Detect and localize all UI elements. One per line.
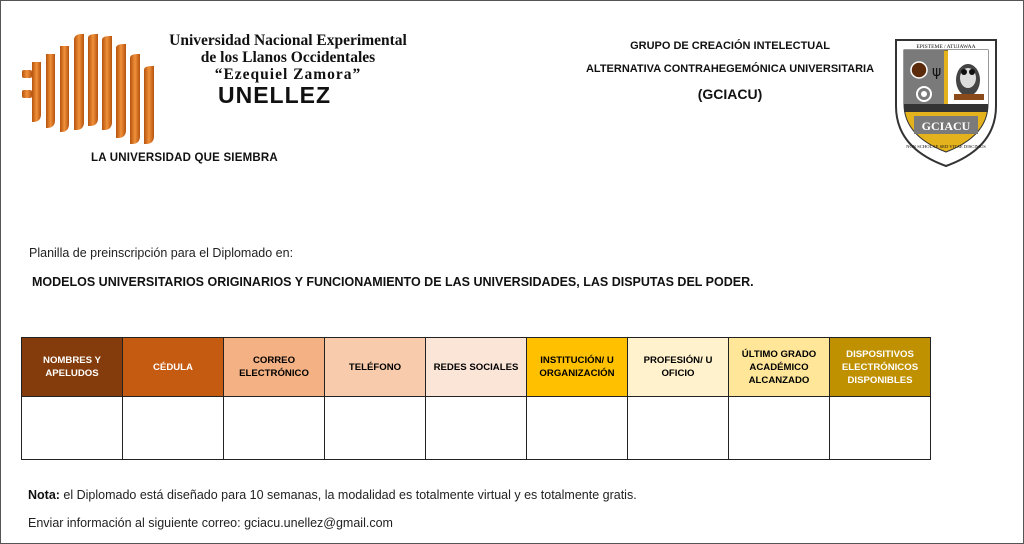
- note-label: Nota:: [28, 488, 60, 502]
- unellez-logo-icon: [22, 34, 162, 152]
- university-name-block: [146, 32, 430, 108]
- table-cell-grado[interactable]: [729, 397, 830, 460]
- group-title-line1: GRUPO DE CREACIÓN INTELECTUAL: [630, 40, 830, 52]
- university-name-line3: “Ezequiel Zamora”: [214, 66, 362, 83]
- column-header: CÉDULA: [123, 338, 224, 397]
- svg-text:NON SCHOLAE SED VITAE DISCIMUS: NON SCHOLAE SED VITAE DISCIMUS: [906, 144, 986, 149]
- table-row: [22, 397, 931, 460]
- table-cell-institucion[interactable]: [527, 397, 628, 460]
- contact-text: Enviar información al siguiente correo: gciacu.unellez@gmail.com: [28, 516, 393, 530]
- svg-text:EPISTEME / ATUJAWAA: EPISTEME / ATUJAWAA: [916, 44, 976, 50]
- table-cell-dispositivos[interactable]: [830, 397, 931, 460]
- table-cell-telefono[interactable]: [325, 397, 426, 460]
- svg-text:GCIACU: GCIACU: [921, 119, 971, 133]
- group-acronym: (GCIACU): [697, 86, 763, 102]
- column-header: ÚLTIMO GRADO ACADÉMICO ALCANZADO: [729, 338, 830, 397]
- gciacu-crest-icon: [892, 36, 1000, 170]
- table-cell-redes[interactable]: [426, 397, 527, 460]
- group-title-block: [570, 40, 890, 113]
- table-header-row: [22, 338, 931, 397]
- table-cell-profesion[interactable]: [628, 397, 729, 460]
- note-text: [28, 488, 637, 502]
- table-cell-cedula[interactable]: [123, 397, 224, 460]
- column-header: NOMBRES Y APELUDOS: [22, 338, 123, 397]
- note-body: el Diplomado está diseñado para 10 semanas, la modalidad es totalmente virtual y es totalmente gratis.: [59, 488, 637, 502]
- column-header: DISPOSITIVOS ELECTRÓNICOS DISPONIBLES: [830, 338, 931, 397]
- column-header: TELÉFONO: [325, 338, 426, 397]
- column-header: REDES SOCIALES: [426, 338, 527, 397]
- table-cell-correo[interactable]: [224, 397, 325, 460]
- svg-text:ψ: ψ: [932, 64, 942, 80]
- diploma-title: MODELOS UNIVERSITARIOS ORIGINARIOS Y FUNCIONAMIENTO DE LAS UNIVERSIDADES, LAS DISPUTAS DEL PODER.: [32, 275, 754, 289]
- group-title-line2: ALTERNATIVA CONTRAHEGEMÓNICA UNIVERSITARIA: [585, 63, 875, 75]
- university-name-line1: Universidad Nacional Experimental: [169, 32, 407, 49]
- registration-table: [21, 337, 931, 460]
- university-name-line2: de los Llanos Occidentales: [200, 49, 376, 66]
- university-slogan: LA UNIVERSIDAD QUE SIEMBRA: [91, 152, 278, 164]
- column-header: CORREO ELECTRÓNICO: [224, 338, 325, 397]
- column-header: PROFESIÓN/ U OFICIO: [628, 338, 729, 397]
- table-cell-nombres[interactable]: [22, 397, 123, 460]
- intro-text: Planilla de preinscripción para el Diplomado en:: [29, 246, 294, 260]
- university-brand: UNELLEZ: [218, 82, 332, 108]
- column-header: INSTITUCIÓN/ U ORGANIZACIÓN: [527, 338, 628, 397]
